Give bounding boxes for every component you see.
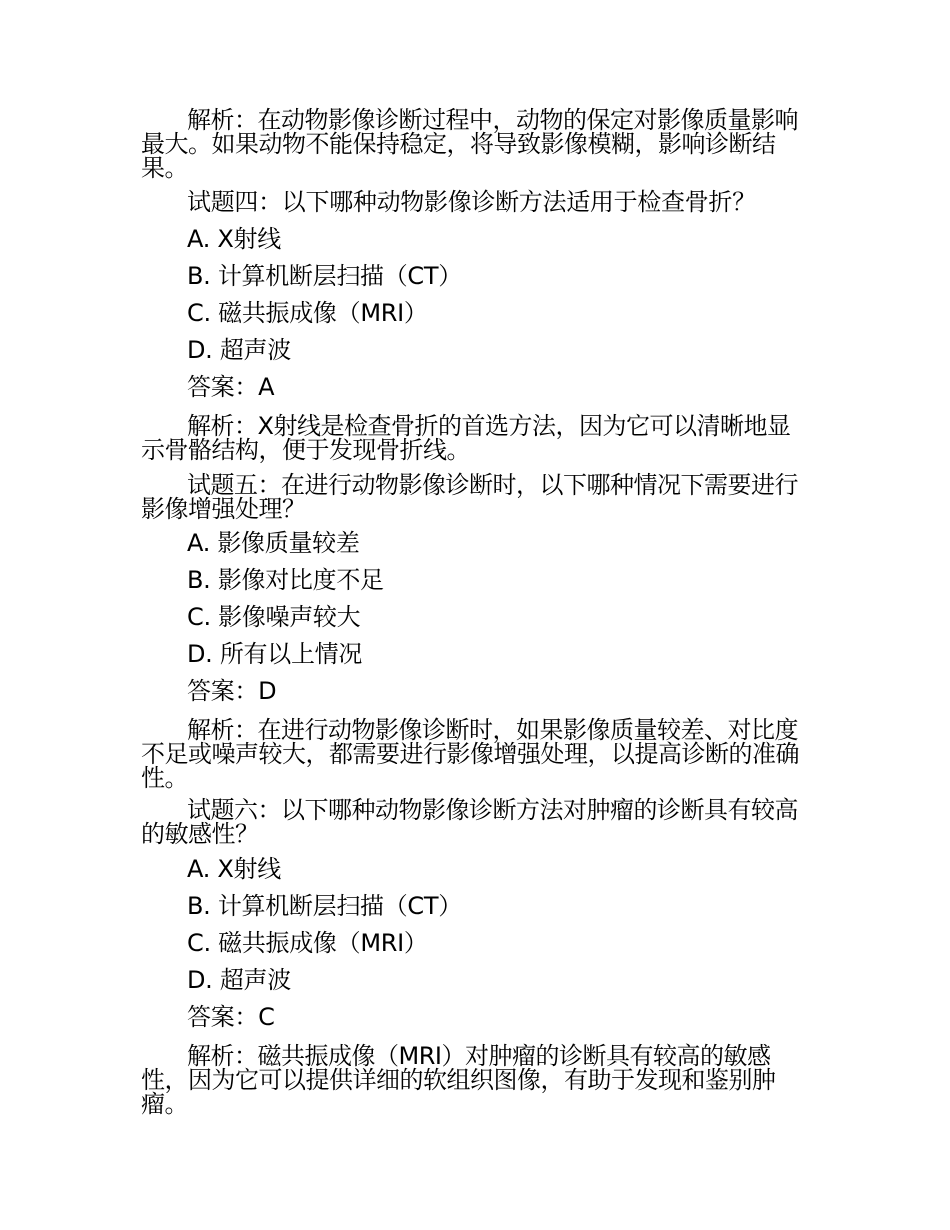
q4-option-a: A. X射线	[187, 225, 281, 253]
q4-option-d: D. 超声波	[187, 336, 291, 364]
q6-option-a: A. X射线	[187, 855, 281, 883]
q5-option-c: C. 影像噪声较大	[187, 603, 361, 631]
question-4: 试题四：以下哪种动物影像诊断方法适用于检查骨折？	[187, 188, 756, 216]
q5-answer: 答案：D	[187, 677, 277, 705]
q6-option-c: C. 磁共振成像（MRI）	[187, 929, 428, 957]
q5-option-b: B. 影像对比度不足	[187, 566, 384, 594]
q4-answer: 答案：A	[187, 373, 275, 401]
q6-option-b: B. 计算机断层扫描（CT）	[187, 892, 462, 920]
q6-answer: 答案：C	[187, 1003, 275, 1031]
q6-option-d: D. 超声波	[187, 966, 291, 994]
analysis-q4: 解析：X射线是检查骨折的首选方法，因为它可以清晰地显示骨骼结构，便于发现骨折线。	[141, 412, 791, 464]
question-6: 试题六：以下哪种动物影像诊断方法对肿瘤的诊断具有较高的敏感性？	[141, 796, 798, 848]
q5-option-a: A. 影像质量较差	[187, 529, 360, 557]
q4-option-b: B. 计算机断层扫描（CT）	[187, 262, 462, 290]
analysis-q6: 解析：磁共振成像（MRI）对肿瘤的诊断具有较高的敏感性，因为它可以提供详细的软组织图像，有助于发现和鉴别肿瘤。	[141, 1042, 776, 1118]
question-5: 试题五：在进行动物影像诊断时，以下哪种情况下需要进行影像增强处理？	[141, 471, 798, 523]
q5-option-d: D. 所有以上情况	[187, 640, 363, 668]
analysis-q5: 解析：在进行动物影像诊断时，如果影像质量较差、对比度不足或噪声较大，都需要进行影像增强处理，以提高诊断的准确性。	[141, 716, 799, 792]
q4-option-c: C. 磁共振成像（MRI）	[187, 299, 428, 327]
analysis-q3: 解析：在动物影像诊断过程中，动物的保定对影像质量影响最大。如果动物不能保持稳定，将导致影像模糊，影响诊断结果。	[141, 106, 798, 182]
